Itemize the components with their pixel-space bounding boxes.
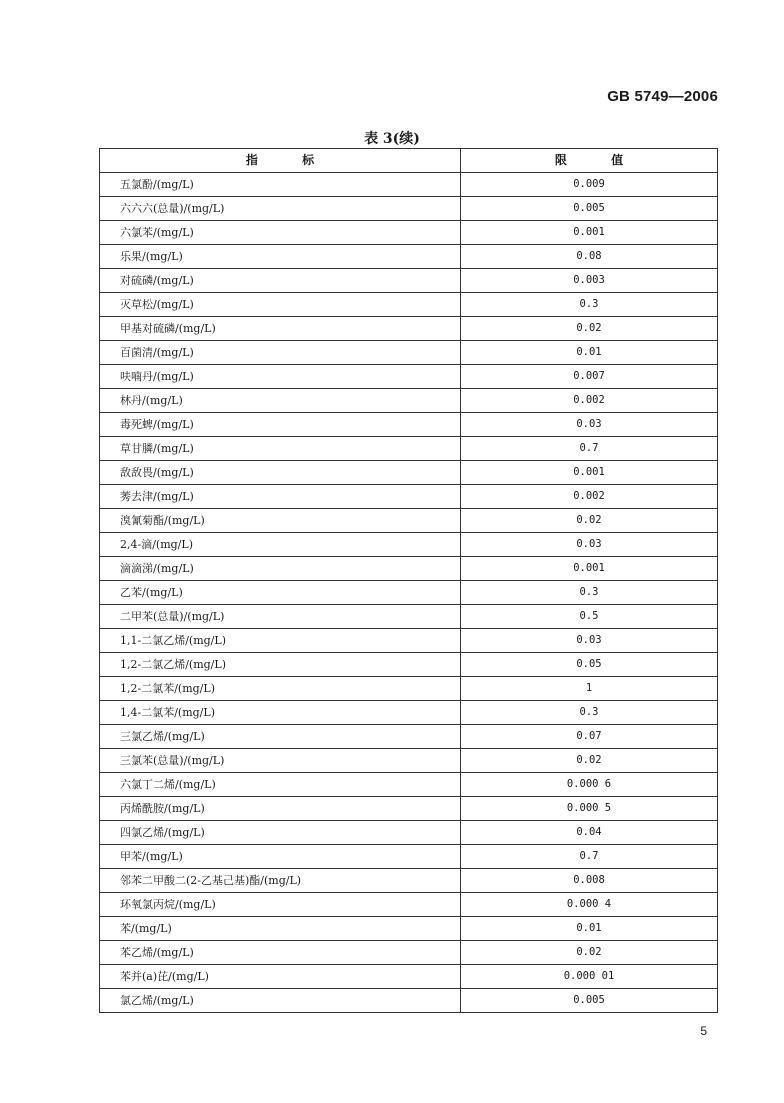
limit-value-cell: 0.001 [461,461,718,485]
indicator-name-cell: 甲基对硫磷/(mg/L) [100,317,461,341]
limit-value-cell: 0.005 [461,197,718,221]
limit-value-cell: 0.7 [461,437,718,461]
limit-value-cell: 0.005 [461,989,718,1013]
indicator-name-cell: 1,2-二氯苯/(mg/L) [100,677,461,701]
limit-value-cell: 0.009 [461,173,718,197]
table-row [100,509,718,533]
indicator-name-cell: 四氯乙烯/(mg/L) [100,821,461,845]
limit-value-cell: 0.000 6 [461,773,718,797]
indicator-name-cell: 六六六(总量)/(mg/L) [100,197,461,221]
table-row [100,869,718,893]
table-row [100,221,718,245]
indicator-name-cell: 苯并(a)芘/(mg/L) [100,965,461,989]
table-row [100,413,718,437]
table-row [100,461,718,485]
limit-value-cell: 0.000 01 [461,965,718,989]
limit-value-cell: 0.7 [461,845,718,869]
indicator-name-cell: 灭草松/(mg/L) [100,293,461,317]
limits-table [99,148,718,1013]
limit-value-cell: 0.001 [461,221,718,245]
table-row [100,629,718,653]
table-row [100,797,718,821]
indicator-name-cell: 邻苯二甲酸二(2-乙基己基)酯/(mg/L) [100,869,461,893]
table-row [100,965,718,989]
table-row [100,197,718,221]
indicator-name-cell: 敌敌畏/(mg/L) [100,461,461,485]
indicator-name-cell: 环氧氯丙烷/(mg/L) [100,893,461,917]
limit-value-cell: 0.03 [461,533,718,557]
table-row [100,917,718,941]
limit-value-cell: 0.003 [461,269,718,293]
indicator-name-cell: 2,4-滴/(mg/L) [100,533,461,557]
table-row [100,989,718,1013]
page-number: 5 [700,1024,707,1038]
table-row [100,245,718,269]
indicator-name-cell: 丙烯酰胺/(mg/L) [100,797,461,821]
indicator-name-cell: 苯乙烯/(mg/L) [100,941,461,965]
indicator-name-cell: 百菌清/(mg/L) [100,341,461,365]
limit-value-cell: 0.001 [461,557,718,581]
indicator-name-cell: 溴氰菊酯/(mg/L) [100,509,461,533]
limit-value-cell: 0.5 [461,605,718,629]
table-row [100,653,718,677]
indicator-name-cell: 1,1-二氯乙烯/(mg/L) [100,629,461,653]
column-header-limit: 限 值 [461,149,718,173]
indicator-name-cell: 六氯苯/(mg/L) [100,221,461,245]
table-row [100,773,718,797]
table-row [100,269,718,293]
indicator-name-cell: 滴滴涕/(mg/L) [100,557,461,581]
indicator-name-cell: 三氯乙烯/(mg/L) [100,725,461,749]
limit-value-cell: 0.007 [461,365,718,389]
indicator-name-cell: 对硫磷/(mg/L) [100,269,461,293]
table-row [100,893,718,917]
limit-value-cell: 0.04 [461,821,718,845]
indicator-name-cell: 乐果/(mg/L) [100,245,461,269]
indicator-name-cell: 五氯酚/(mg/L) [100,173,461,197]
table-row [100,485,718,509]
limit-value-cell: 0.05 [461,653,718,677]
table-row [100,317,718,341]
table-row [100,821,718,845]
limit-value-cell: 0.000 4 [461,893,718,917]
table-row [100,557,718,581]
table-row [100,701,718,725]
limit-value-cell: 0.01 [461,917,718,941]
limit-value-cell: 0.000 5 [461,797,718,821]
document-code: GB 5749—2006 [607,88,718,105]
table-row [100,725,718,749]
column-header-indicator: 指 标 [100,149,461,173]
indicator-name-cell: 二甲苯(总量)/(mg/L) [100,605,461,629]
indicator-name-cell: 1,4-二氯苯/(mg/L) [100,701,461,725]
limit-value-cell: 0.08 [461,245,718,269]
limit-value-cell: 0.01 [461,341,718,365]
limit-value-cell: 0.07 [461,725,718,749]
indicator-name-cell: 莠去津/(mg/L) [100,485,461,509]
indicator-name-cell: 呋喃丹/(mg/L) [100,365,461,389]
table-row [100,341,718,365]
indicator-name-cell: 苯/(mg/L) [100,917,461,941]
table-row [100,533,718,557]
limit-value-cell: 0.002 [461,389,718,413]
table-title: 表 3(续) [364,131,420,147]
table-body [100,173,718,1013]
indicator-name-cell: 1,2-二氯乙烯/(mg/L) [100,653,461,677]
table-row [100,605,718,629]
limit-value-cell: 1 [461,677,718,701]
table-row [100,677,718,701]
indicator-name-cell: 草甘膦/(mg/L) [100,437,461,461]
indicator-name-cell: 三氯苯(总量)/(mg/L) [100,749,461,773]
limit-value-cell: 0.3 [461,293,718,317]
indicator-name-cell: 氯乙烯/(mg/L) [100,989,461,1013]
table-row [100,845,718,869]
limit-value-cell: 0.3 [461,701,718,725]
indicator-name-cell: 林丹/(mg/L) [100,389,461,413]
table-row [100,365,718,389]
limit-value-cell: 0.008 [461,869,718,893]
limit-value-cell: 0.002 [461,485,718,509]
table-row [100,749,718,773]
indicator-name-cell: 甲苯/(mg/L) [100,845,461,869]
table-row [100,581,718,605]
table-row [100,941,718,965]
table-row [100,437,718,461]
table-row [100,293,718,317]
indicator-name-cell: 六氯丁二烯/(mg/L) [100,773,461,797]
indicator-name-cell: 乙苯/(mg/L) [100,581,461,605]
limit-value-cell: 0.02 [461,317,718,341]
table-row [100,173,718,197]
table-header-row [100,149,718,173]
indicator-name-cell: 毒死蜱/(mg/L) [100,413,461,437]
limit-value-cell: 0.02 [461,749,718,773]
table-row [100,389,718,413]
limit-value-cell: 0.03 [461,629,718,653]
limit-value-cell: 0.02 [461,509,718,533]
limit-value-cell: 0.3 [461,581,718,605]
limit-value-cell: 0.03 [461,413,718,437]
limit-value-cell: 0.02 [461,941,718,965]
